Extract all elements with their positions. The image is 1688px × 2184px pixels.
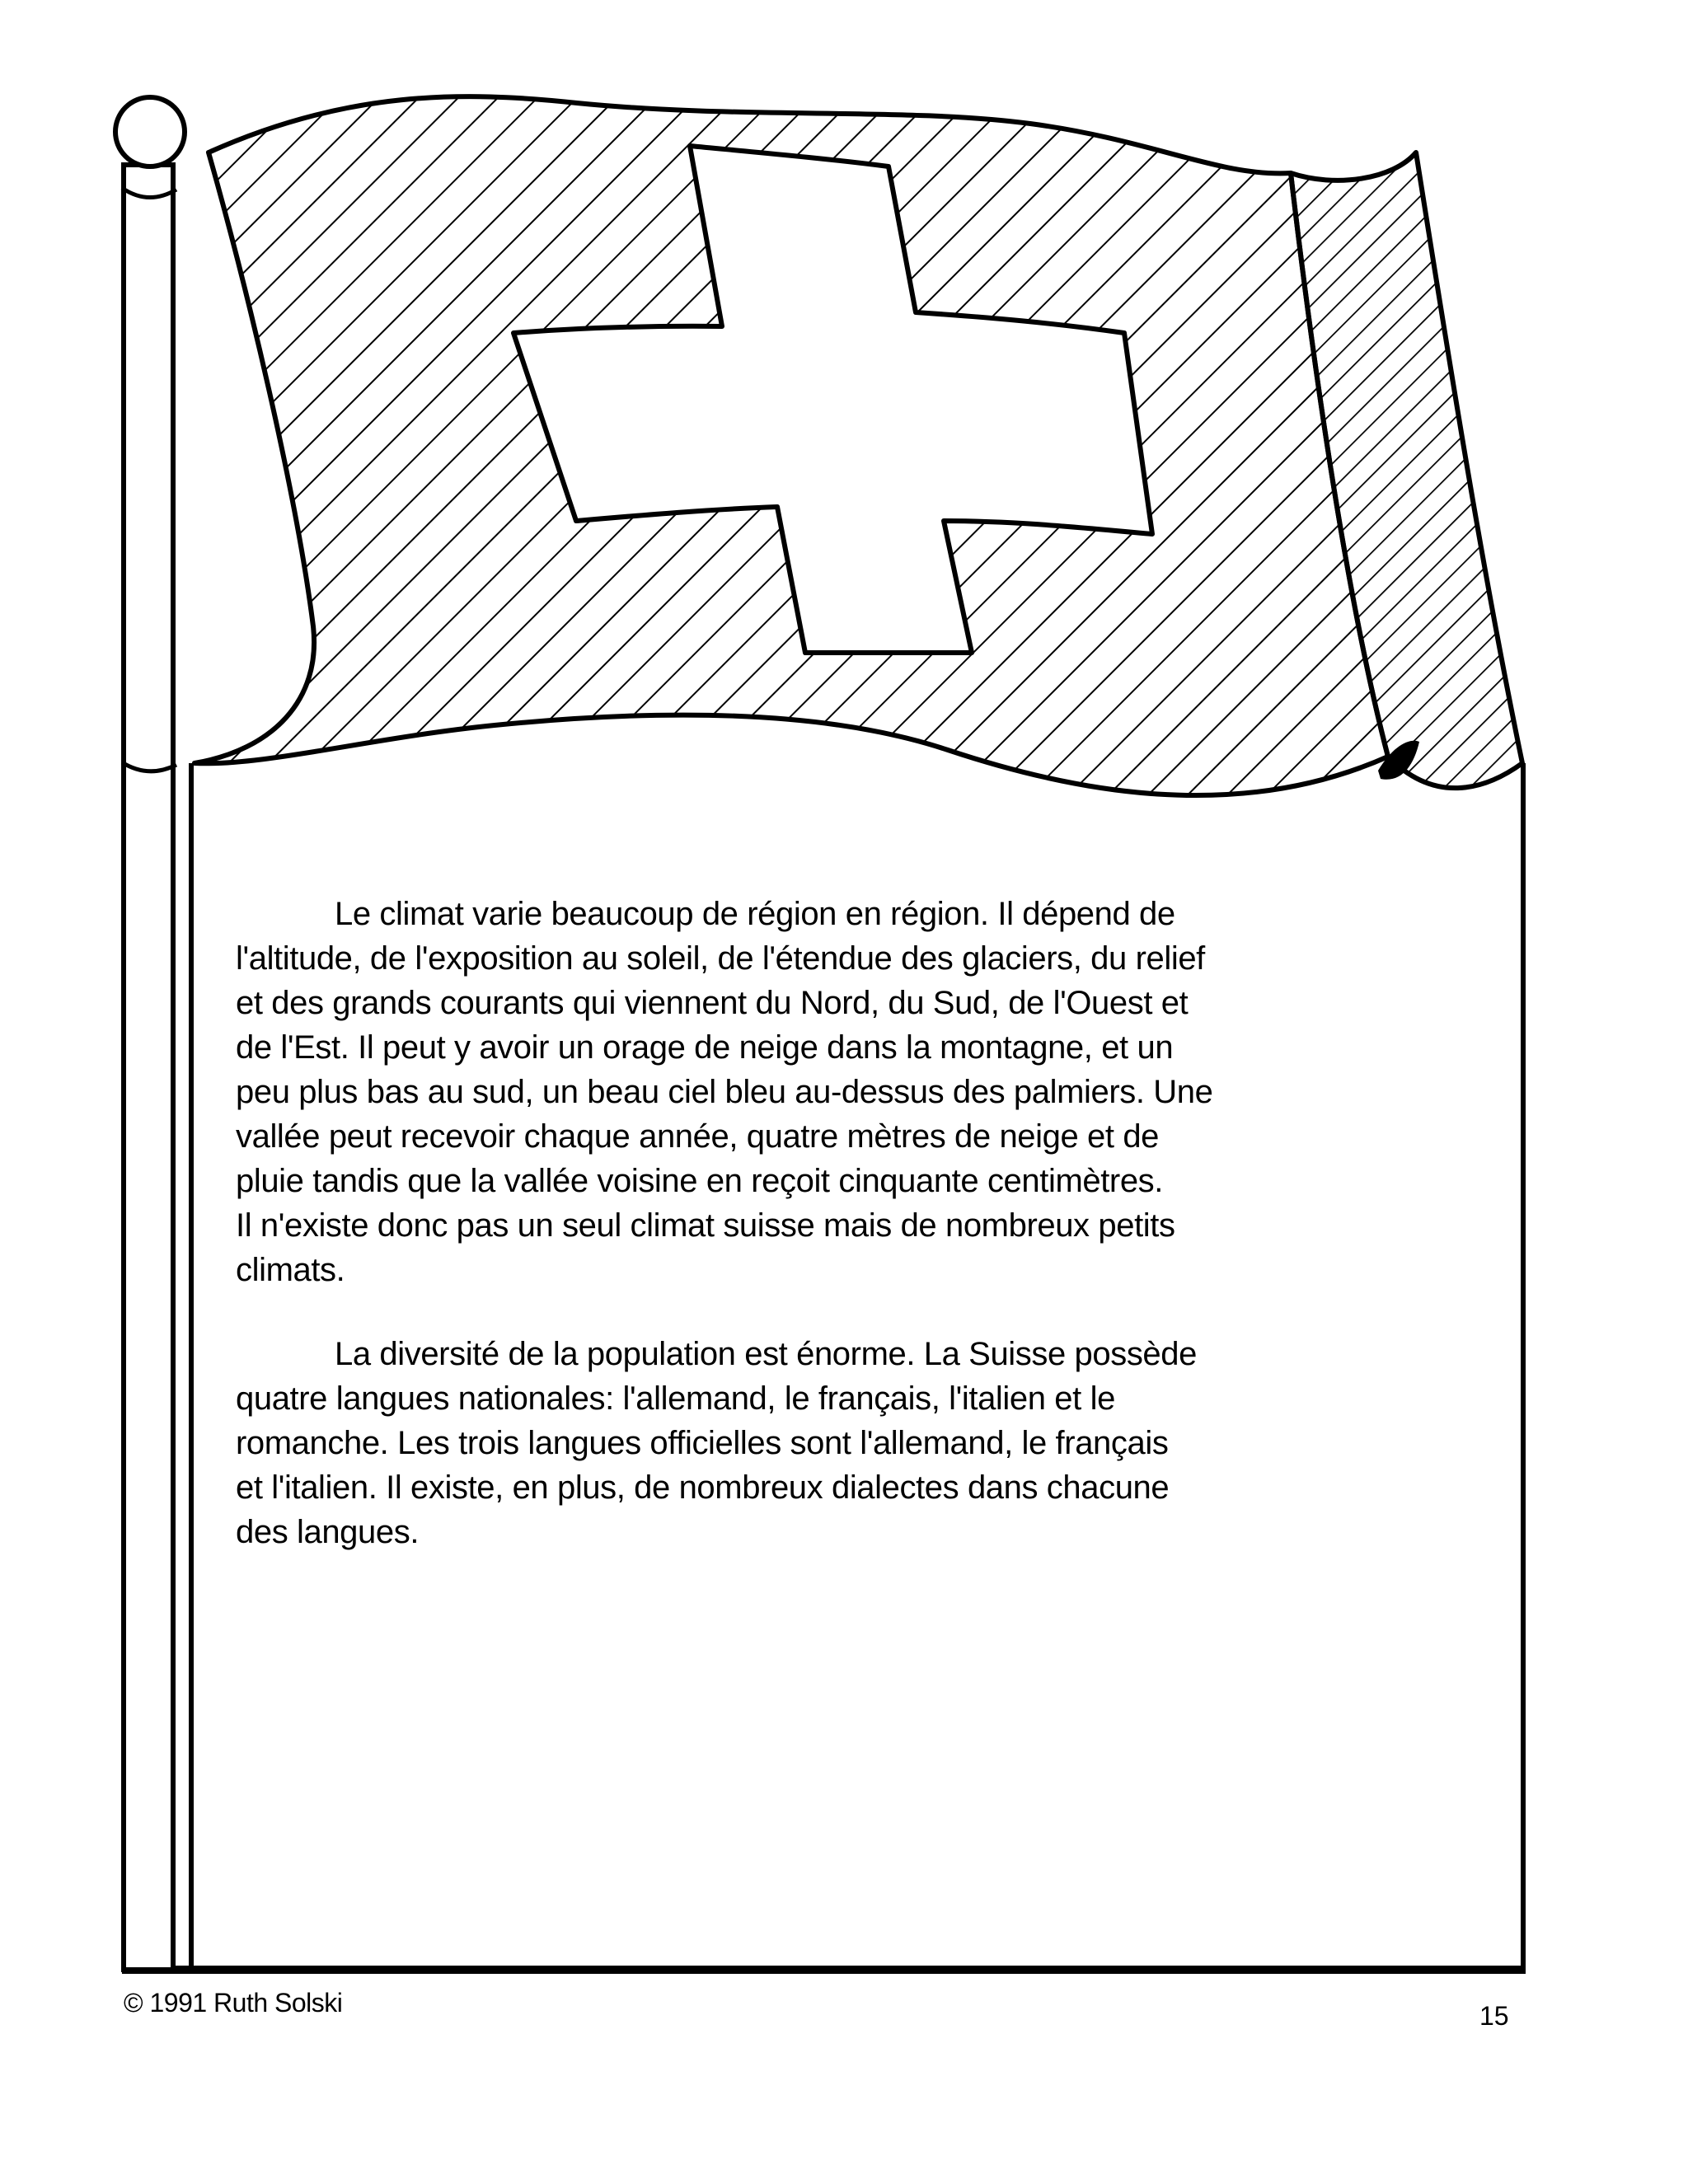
page-number: 15: [1479, 2001, 1509, 2031]
text-line: romanche. Les trois langues officielles sont l'allemand, le français: [236, 1425, 1169, 1461]
text-line: de l'Est. Il peut y avoir un orage de neige dans la montagne, et un: [236, 1029, 1174, 1066]
text-line: La diversité de la population est énorme. La Suisse possède: [335, 1336, 1197, 1372]
text-line: Le climat varie beaucoup de région en région. Il dépend de: [335, 896, 1175, 932]
text-line: Il n'existe donc pas un seul climat suisse mais de nombreux petits: [236, 1207, 1175, 1244]
copyright-notice: © 1991 Ruth Solski: [124, 1988, 343, 2018]
paragraph-population: [236, 1332, 1472, 1554]
text-line: et des grands courants qui viennent du Nord, du Sud, de l'Ouest et: [236, 985, 1189, 1021]
text-line: des langues.: [236, 1514, 420, 1550]
text-line: climats.: [236, 1252, 345, 1288]
paragraph-climate: [236, 892, 1472, 1292]
text-line: et l'italien. Il existe, en plus, de nombreux dialectes dans chacune: [236, 1469, 1170, 1506]
text-line: quatre langues nationales: l'allemand, le français, l'italien et le: [236, 1380, 1115, 1417]
text-line: pluie tandis que la vallée voisine en reçoit cinquante centimètres.: [236, 1163, 1163, 1199]
text-line: vallée peut recevoir chaque année, quatre mètres de neige et de: [236, 1118, 1160, 1155]
text-line: peu plus bas au sud, un beau ciel bleu au-dessus des palmiers. Une: [236, 1074, 1213, 1110]
flagpole: [115, 97, 185, 1970]
text-line: l'altitude, de l'exposition au soleil, de l'étendue des glaciers, du relief: [236, 940, 1205, 977]
pole-knob: [115, 97, 185, 166]
